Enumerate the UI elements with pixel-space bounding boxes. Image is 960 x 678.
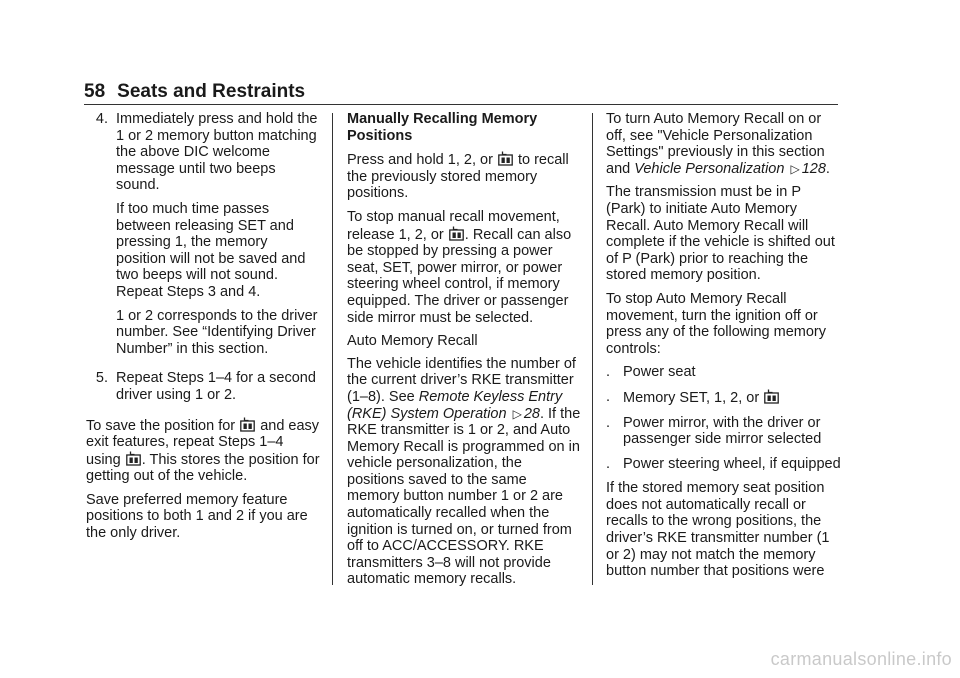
step-4-text: Immediately press and hold the 1 or 2 memory button matching the above DIC welcome message until two beeps sound. xyxy=(116,111,318,194)
bullet-mark: . xyxy=(606,414,611,431)
personalization-page-ref[interactable]: 128 xyxy=(801,160,826,177)
list-item: . Power steering wheel, if equipped xyxy=(606,455,841,472)
exit-memory-button-icon xyxy=(240,417,255,432)
section-title: Seats and Restraints xyxy=(117,81,306,102)
vehicle-personalization-link[interactable]: Vehicle Personalization xyxy=(634,160,785,177)
column-divider xyxy=(332,113,333,585)
page-number: 58 xyxy=(84,81,106,102)
step-4-note-timing: If too much time passes between releasing SET and pressing 1, the memory position will not be saved and two beeps will not sound. Repeat Steps 3 and 4. xyxy=(116,200,306,300)
list-item: . Power mirror, with the driver or passenger side mirror selected xyxy=(606,414,822,448)
step-item-5 xyxy=(86,370,321,410)
column-3 xyxy=(606,111,842,587)
watermark: carmanualsonline.info xyxy=(770,649,952,669)
column-divider xyxy=(592,113,593,585)
exit-position-paragraph: To save the position for and easy exit features, repeat Steps 1–4 using . This stores the position for getting out of the vehicle. xyxy=(86,417,320,485)
step-item-4 xyxy=(86,111,321,364)
toggle-auto-recall-paragraph: To turn Auto Memory Recall on or off, see "Vehicle Personalization Settings" previously in this section and Vehicle Personalization ▷ 128. xyxy=(606,111,830,177)
preferred-positions-paragraph: Save preferred memory feature positions to both 1 and 2 if you are the only driver. xyxy=(86,491,308,542)
step-5-text: Repeat Steps 1–4 for a second driver using 1 or 2. xyxy=(116,370,316,403)
header-rule xyxy=(84,104,838,105)
column-1 xyxy=(86,111,321,549)
transmission-paragraph: The transmission must be in P (Park) to initiate Auto Memory Recall. Auto Memory Recall will complete if the vehicle is shifted out of P (Park) prior to reaching the stored memory position. xyxy=(606,184,835,284)
bullet-mark: . xyxy=(606,388,611,405)
step-number: 5. xyxy=(95,370,108,387)
bullet-mark: . xyxy=(606,364,611,381)
page-reference-triangle-icon: ▷ xyxy=(512,406,522,421)
list-item: . Power seat xyxy=(606,364,696,381)
heading-manual-recall: Manually Recalling Memory Positions xyxy=(347,111,538,144)
manual-recall-paragraph: Press and hold 1, 2, or to recall the previously stored memory positions. xyxy=(347,152,569,202)
exit-memory-button-icon xyxy=(764,389,779,404)
page-reference-triangle-icon: ▷ xyxy=(790,161,800,176)
page-header xyxy=(84,81,305,103)
exit-memory-button-icon xyxy=(498,151,513,166)
step-4-note-driver: 1 or 2 corresponds to the driver number. See “Identifying Driver Number” in this section. xyxy=(116,307,318,357)
step-number: 4. xyxy=(95,111,108,127)
column-2 xyxy=(347,111,582,595)
stop-auto-recall-paragraph: To stop Auto Memory Recall movement, turn the ignition off or press any of the following memory controls: xyxy=(606,290,827,357)
list-item: . Memory SET, 1, 2, or xyxy=(606,389,842,407)
bullet-mark: . xyxy=(606,455,611,472)
mismatch-paragraph: If the stored memory seat position does not automatically recall or recalls to the wrong positions, the driver’s RKE transmitter number (1 or 2) may not match the memory button number that positions were xyxy=(606,480,830,580)
exit-memory-button-icon xyxy=(449,226,464,241)
exit-memory-button-icon xyxy=(126,451,141,466)
auto-recall-paragraph: The vehicle identifies the number of the current driver’s RKE transmitter (1–8). See Remote Keyless Entry (RKE) System Operation ▷ 28. If the RKE transmitter is 1 or 2, and Auto Memory Recall is programmed on in vehicle personalization, the positions saved to the same memory button number 1 or 2 are automatically recalled when the ignition is turned on, or turned from off to ACC/ACCESSORY. RKE transmitters 3–8 will not provide automatic memory recalls. xyxy=(347,355,581,588)
rke-page-ref[interactable]: 28 xyxy=(523,405,540,422)
rke-operation-link[interactable]: Remote Keyless Entry (RKE) System Operation xyxy=(347,388,563,422)
heading-auto-memory-recall: Auto Memory Recall xyxy=(347,333,478,350)
stop-manual-recall-paragraph: To stop manual recall movement, release 1, 2, or . Recall can also be stopped by pressing a power seat, SET, power mirror, or power steering wheel control, if memory equipped. The driver or passenger side mirror must be selected. xyxy=(347,208,572,326)
